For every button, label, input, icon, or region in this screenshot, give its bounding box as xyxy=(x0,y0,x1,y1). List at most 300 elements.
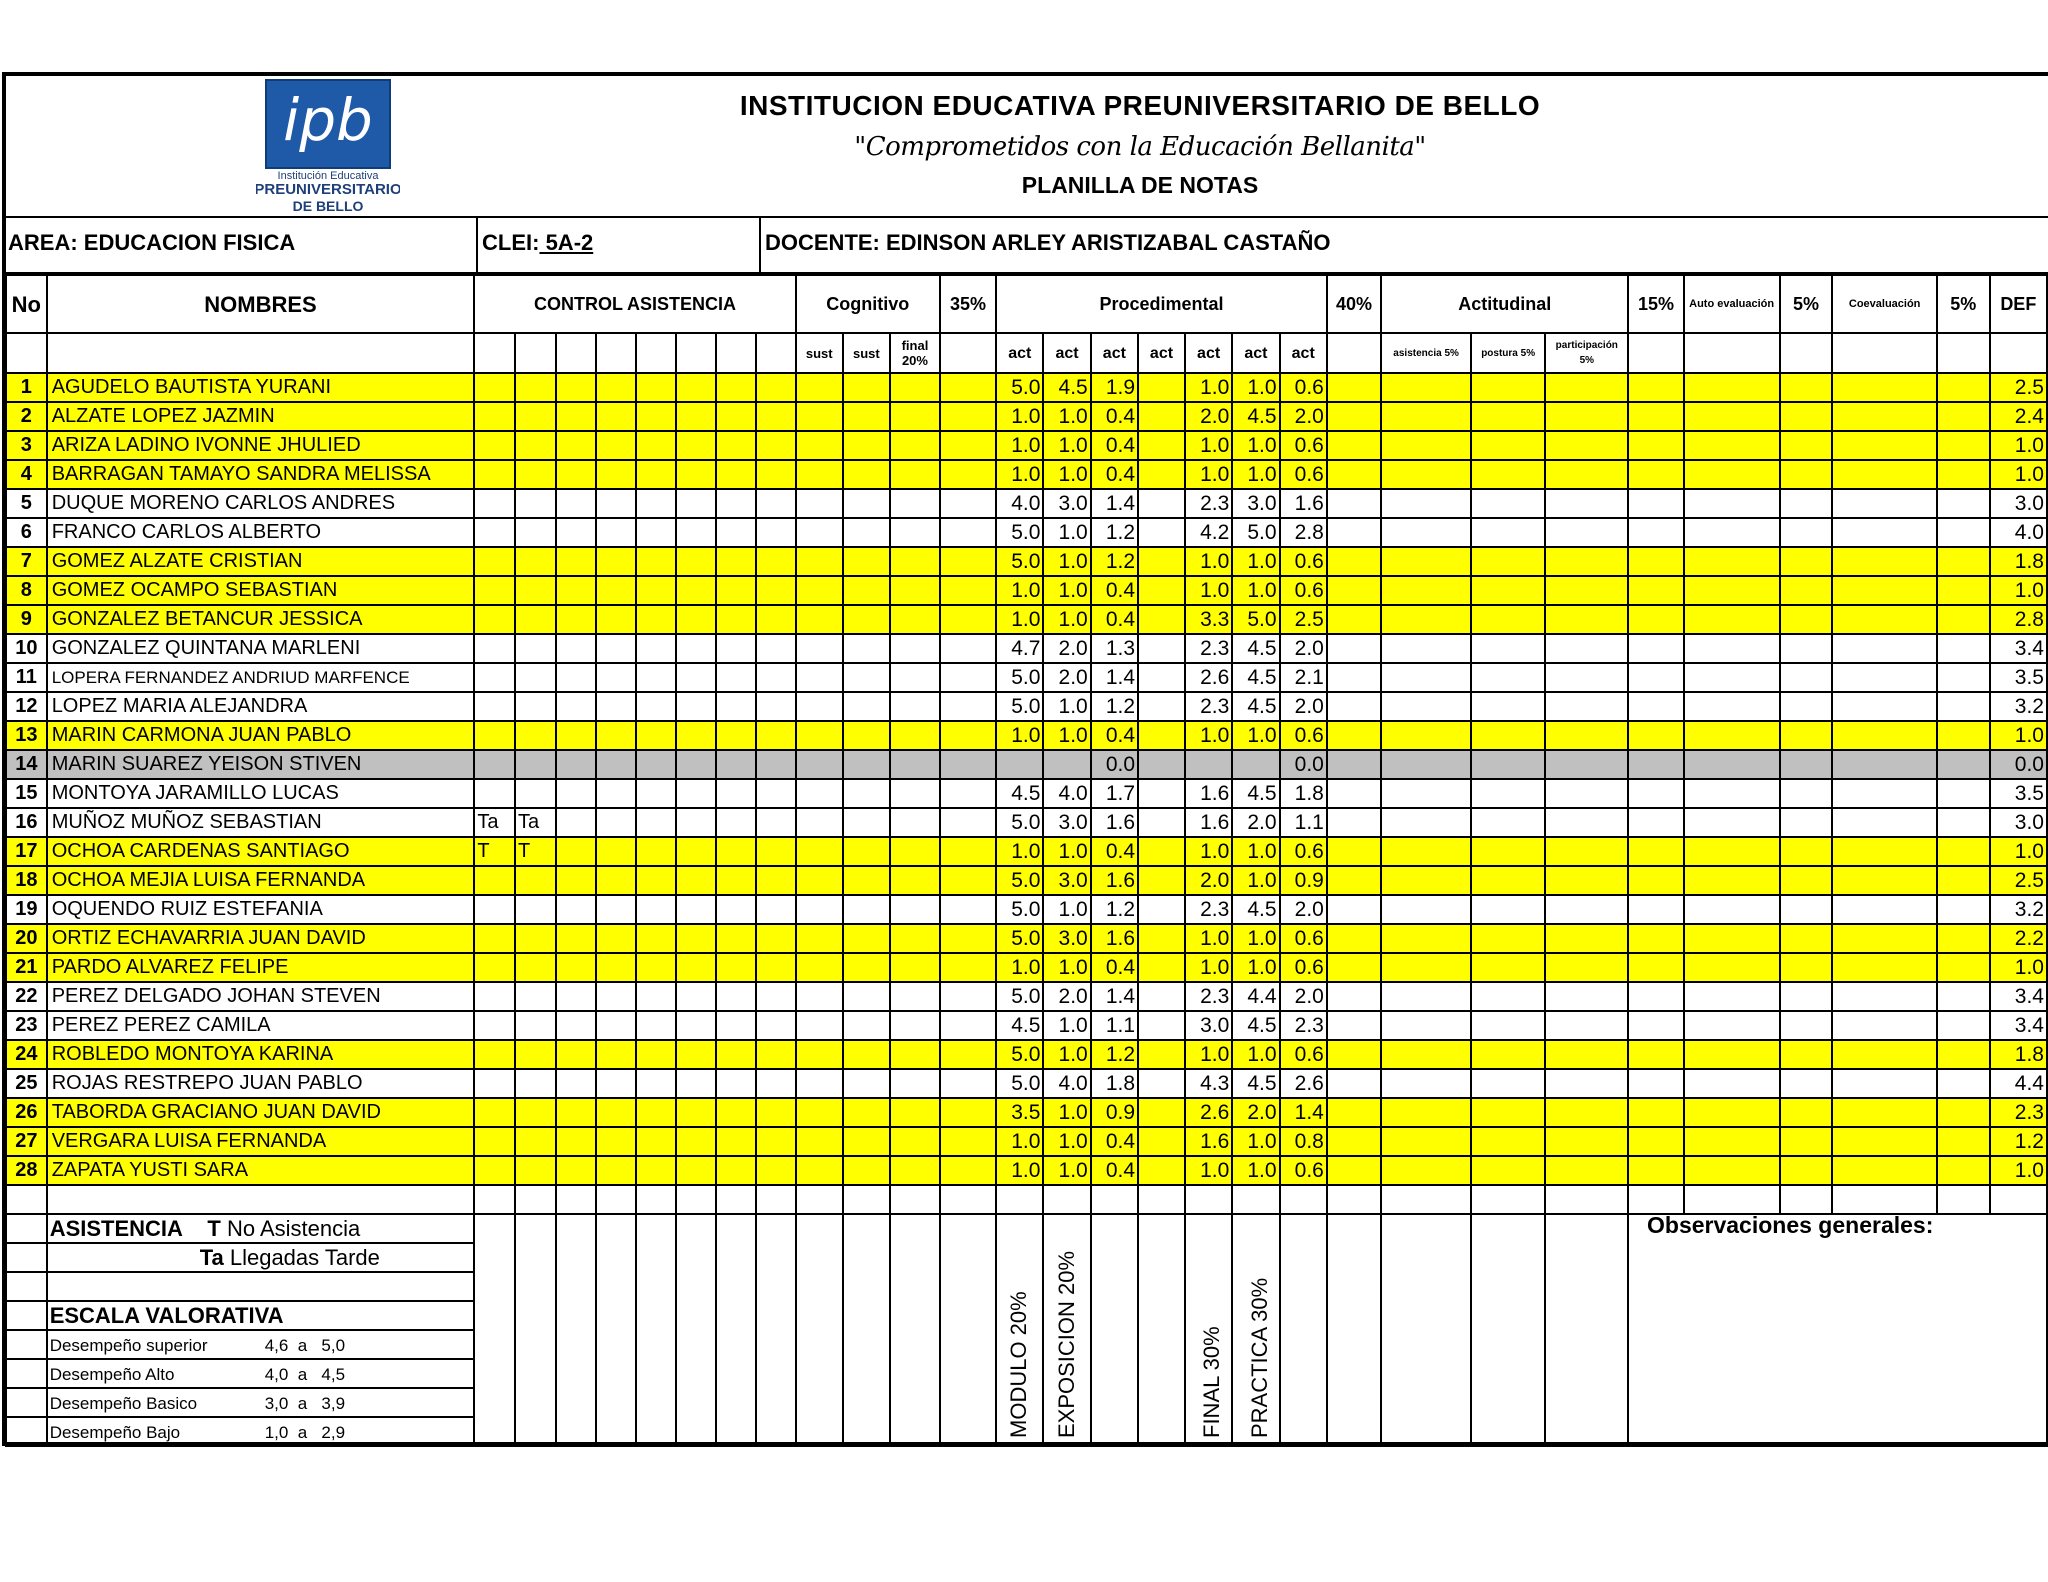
empty-cell xyxy=(1628,605,1683,634)
definitive-grade: 0.0 xyxy=(1990,750,2047,779)
attendance-cell xyxy=(515,489,556,518)
student-row xyxy=(6,1127,2047,1156)
student-number: 8 xyxy=(6,576,47,605)
empty-cell xyxy=(1990,1185,2047,1214)
definitive-grade: 3.5 xyxy=(1990,663,2047,692)
student-row xyxy=(6,402,2047,431)
empty-cell xyxy=(716,1214,756,1446)
procedimental-act-1: 5.0 xyxy=(996,1040,1043,1069)
empty-cell xyxy=(1780,547,1833,576)
procedimental-act-5: 1.0 xyxy=(1185,460,1232,489)
cognitivo-cell xyxy=(843,1156,890,1185)
student-row xyxy=(6,866,2047,895)
empty-cell xyxy=(1471,1156,1545,1185)
area-label: AREA: EDUCACION FISICA xyxy=(8,230,296,255)
empty-cell xyxy=(1471,1069,1545,1098)
attendance-cell xyxy=(716,460,756,489)
definitive-grade: 1.0 xyxy=(1990,721,2047,750)
empty-cell xyxy=(1471,837,1545,866)
procedimental-act-7: 0.6 xyxy=(1280,1040,1327,1069)
attendance-cell xyxy=(676,1127,716,1156)
empty-cell xyxy=(1327,1127,1381,1156)
grades-table xyxy=(5,274,2048,1447)
empty-cell xyxy=(1832,518,1936,547)
procedimental-act-7: 0.6 xyxy=(1280,431,1327,460)
procedimental-act-2: 2.0 xyxy=(1043,663,1090,692)
procedimental-act-1: 1.0 xyxy=(996,460,1043,489)
empty-cell xyxy=(1780,750,1833,779)
student-number: 6 xyxy=(6,518,47,547)
attendance-cell xyxy=(676,779,716,808)
procedimental-act-1: 5.0 xyxy=(996,1069,1043,1098)
sub-empty xyxy=(474,333,515,373)
student-row xyxy=(6,605,2047,634)
definitive-grade: 2.3 xyxy=(1990,1098,2047,1127)
empty-cell xyxy=(1545,924,1628,953)
cognitivo-cell xyxy=(890,1156,940,1185)
pct-cell xyxy=(940,866,996,895)
empty-cell xyxy=(1832,373,1936,402)
procedimental-act-7: 2.6 xyxy=(1280,1069,1327,1098)
attendance-cell xyxy=(716,808,756,837)
attendance-cell xyxy=(716,605,756,634)
empty-cell xyxy=(1684,953,1780,982)
empty-cell xyxy=(1780,605,1833,634)
empty-cell xyxy=(1628,808,1683,837)
procedimental-act-5: 1.0 xyxy=(1185,547,1232,576)
attendance-cell xyxy=(556,1040,596,1069)
attendance-cell xyxy=(515,1127,556,1156)
empty-cell xyxy=(1780,721,1833,750)
empty-cell xyxy=(1937,373,1990,402)
procedimental-act-6: 1.0 xyxy=(1232,547,1279,576)
empty-cell xyxy=(1185,1185,1232,1214)
procedimental-act-6: 1.0 xyxy=(1232,1156,1279,1185)
attendance-cell xyxy=(716,1127,756,1156)
attendance-cell xyxy=(556,518,596,547)
institution-motto: "Comprometidos con la Educación Bellanita" xyxy=(854,132,1426,162)
cognitivo-cell xyxy=(843,750,890,779)
attendance-cell xyxy=(556,460,596,489)
empty-cell xyxy=(1381,924,1471,953)
empty-cell xyxy=(1684,721,1780,750)
attendance-cell xyxy=(756,982,796,1011)
definitive-grade: 2.5 xyxy=(1990,866,2047,895)
empty-cell xyxy=(1832,576,1936,605)
observaciones-cell xyxy=(1628,1214,2047,1446)
attendance-cell xyxy=(474,924,515,953)
attendance-cell xyxy=(515,576,556,605)
cognitivo-cell xyxy=(796,576,843,605)
procedimental-act-1: 5.0 xyxy=(996,808,1043,837)
empty-cell xyxy=(1545,808,1628,837)
procedimental-act-1: 4.7 xyxy=(996,634,1043,663)
vertical-label-modulo: MODULO 20% xyxy=(1006,1291,1031,1438)
attendance-cell xyxy=(636,721,676,750)
student-row xyxy=(6,982,2047,1011)
attendance-cell xyxy=(716,692,756,721)
cognitivo-cell xyxy=(796,460,843,489)
student-row xyxy=(6,779,2047,808)
empty-cell xyxy=(996,1185,1043,1214)
empty-cell xyxy=(1832,982,1936,1011)
attendance-cell xyxy=(636,431,676,460)
sub-empty xyxy=(1684,333,1780,373)
empty-cell xyxy=(515,1185,556,1214)
attendance-cell xyxy=(596,489,636,518)
empty-cell xyxy=(1545,721,1628,750)
cognitivo-cell xyxy=(890,576,940,605)
attendance-cell xyxy=(756,721,796,750)
pct-cell xyxy=(940,808,996,837)
attendance-cell xyxy=(596,518,636,547)
attendance-cell xyxy=(756,895,796,924)
student-name: ROBLEDO MONTOYA KARINA xyxy=(47,1040,475,1069)
attendance-cell xyxy=(676,547,716,576)
empty-cell xyxy=(940,1214,996,1446)
empty-cell xyxy=(1327,924,1381,953)
procedimental-act-4 xyxy=(1138,1011,1185,1040)
attendance-cell xyxy=(716,953,756,982)
pct-cell xyxy=(940,576,996,605)
attendance-cell xyxy=(515,431,556,460)
sub-sust-1: sust xyxy=(796,333,843,373)
procedimental-act-3: 1.6 xyxy=(1091,808,1138,837)
empty-cell xyxy=(1381,547,1471,576)
empty-cell xyxy=(1937,750,1990,779)
attendance-cell xyxy=(756,605,796,634)
attendance-cell xyxy=(636,953,676,982)
cognitivo-cell xyxy=(796,1011,843,1040)
empty-cell xyxy=(796,1185,843,1214)
procedimental-act-3: 0.4 xyxy=(1091,953,1138,982)
student-row xyxy=(6,1156,2047,1185)
attendance-cell xyxy=(636,634,676,663)
empty-cell xyxy=(1832,605,1936,634)
empty-cell xyxy=(1381,373,1471,402)
vertical-label-final: FINAL 30% xyxy=(1199,1326,1224,1438)
empty-cell xyxy=(1381,1214,1471,1446)
student-name: LOPEZ MARIA ALEJANDRA xyxy=(47,692,475,721)
procedimental-act-3: 0.4 xyxy=(1091,721,1138,750)
empty-cell xyxy=(6,1301,47,1330)
student-name: ARIZA LADINO IVONNE JHULIED xyxy=(47,431,475,460)
empty-cell xyxy=(1327,431,1381,460)
student-name: FRANCO CARLOS ALBERTO xyxy=(47,518,475,547)
pct-cell xyxy=(940,837,996,866)
empty-cell xyxy=(1832,1156,1936,1185)
attendance-cell xyxy=(636,895,676,924)
attendance-cell xyxy=(556,1098,596,1127)
attendance-cell xyxy=(676,750,716,779)
empty-cell xyxy=(1327,750,1381,779)
attendance-cell xyxy=(474,489,515,518)
procedimental-act-7: 2.0 xyxy=(1280,692,1327,721)
empty-cell xyxy=(1628,1069,1683,1098)
attendance-cell xyxy=(474,1098,515,1127)
empty-cell xyxy=(1780,634,1833,663)
procedimental-act-2: 1.0 xyxy=(1043,1098,1090,1127)
student-row xyxy=(6,721,2047,750)
student-name: GONZALEZ BETANCUR JESSICA xyxy=(47,605,475,634)
empty-cell xyxy=(1832,1185,1936,1214)
attendance-cell xyxy=(596,953,636,982)
col-procedimental: Procedimental xyxy=(996,275,1327,333)
cognitivo-cell xyxy=(890,489,940,518)
procedimental-act-7: 0.6 xyxy=(1280,953,1327,982)
empty-cell xyxy=(1471,1214,1545,1446)
procedimental-act-5: 1.0 xyxy=(1185,1156,1232,1185)
empty-cell xyxy=(1471,518,1545,547)
procedimental-act-2: 1.0 xyxy=(1043,1040,1090,1069)
procedimental-act-2: 3.0 xyxy=(1043,489,1090,518)
empty-cell xyxy=(1780,1185,1833,1214)
procedimental-act-2: 1.0 xyxy=(1043,402,1090,431)
empty-cell xyxy=(1381,953,1471,982)
cognitivo-cell xyxy=(796,866,843,895)
empty-cell xyxy=(1471,953,1545,982)
empty-cell xyxy=(1628,460,1683,489)
definitive-grade: 1.0 xyxy=(1990,953,2047,982)
attendance-cell xyxy=(756,489,796,518)
empty-cell xyxy=(1780,1069,1833,1098)
cognitivo-cell xyxy=(796,1069,843,1098)
procedimental-act-7: 0.8 xyxy=(1280,1127,1327,1156)
empty-cell xyxy=(6,1214,47,1243)
attendance-cell xyxy=(756,576,796,605)
definitive-grade: 3.5 xyxy=(1990,779,2047,808)
empty-cell xyxy=(1684,518,1780,547)
cognitivo-cell xyxy=(890,663,940,692)
empty-cell xyxy=(1937,866,1990,895)
pct-cell xyxy=(940,373,996,402)
student-row xyxy=(6,547,2047,576)
course-info-bar xyxy=(5,216,2048,274)
empty-cell xyxy=(1327,1185,1381,1214)
empty-cell xyxy=(1327,895,1381,924)
procedimental-act-1: 5.0 xyxy=(996,547,1043,576)
pct-cell xyxy=(940,489,996,518)
attendance-cell xyxy=(474,1011,515,1040)
empty-cell xyxy=(1545,1069,1628,1098)
empty-cell xyxy=(1381,1069,1471,1098)
empty-cell xyxy=(1327,1098,1381,1127)
empty-cell xyxy=(1780,1127,1833,1156)
empty-cell xyxy=(1471,1185,1545,1214)
attendance-cell xyxy=(756,837,796,866)
empty-cell xyxy=(940,1185,996,1214)
pct-cell xyxy=(940,518,996,547)
student-row xyxy=(6,924,2047,953)
empty-cell xyxy=(596,1214,636,1446)
attendance-cell xyxy=(474,663,515,692)
attendance-cell xyxy=(556,750,596,779)
sub-empty xyxy=(756,333,796,373)
pct-cell xyxy=(940,1156,996,1185)
cognitivo-cell xyxy=(843,431,890,460)
empty-cell xyxy=(890,1185,940,1214)
cognitivo-cell xyxy=(890,1040,940,1069)
attendance-cell xyxy=(474,431,515,460)
procedimental-act-2: 3.0 xyxy=(1043,808,1090,837)
definitive-grade: 3.2 xyxy=(1990,895,2047,924)
cognitivo-cell xyxy=(843,518,890,547)
attendance-cell xyxy=(474,547,515,576)
procedimental-act-6: 1.0 xyxy=(1232,460,1279,489)
cognitivo-cell xyxy=(890,692,940,721)
student-number: 17 xyxy=(6,837,47,866)
empty-cell xyxy=(1471,721,1545,750)
empty-cell xyxy=(1832,402,1936,431)
cognitivo-cell xyxy=(796,1098,843,1127)
empty-cell xyxy=(1832,489,1936,518)
empty-cell xyxy=(636,1214,676,1446)
procedimental-act-2: 1.0 xyxy=(1043,1011,1090,1040)
empty-cell xyxy=(1381,663,1471,692)
procedimental-act-4 xyxy=(1138,460,1185,489)
col-def: DEF xyxy=(1990,275,2047,333)
col-no: No xyxy=(6,275,47,333)
empty-cell xyxy=(1471,431,1545,460)
attendance-cell xyxy=(474,982,515,1011)
procedimental-act-3: 1.9 xyxy=(1091,373,1138,402)
empty-cell xyxy=(1545,634,1628,663)
attendance-cell xyxy=(596,373,636,402)
empty-cell xyxy=(1327,663,1381,692)
attendance-cell xyxy=(474,953,515,982)
cognitivo-cell xyxy=(843,373,890,402)
procedimental-act-6: 4.5 xyxy=(1232,1011,1279,1040)
attendance-cell xyxy=(596,982,636,1011)
empty-cell xyxy=(1832,1127,1936,1156)
student-name: ROJAS RESTREPO JUAN PABLO xyxy=(47,1069,475,1098)
procedimental-act-4 xyxy=(1138,837,1185,866)
student-name: TABORDA GRACIANO JUAN DAVID xyxy=(47,1098,475,1127)
attendance-cell xyxy=(556,692,596,721)
pct-cell xyxy=(940,1069,996,1098)
empty-cell xyxy=(1327,460,1381,489)
student-name: MARIN CARMONA JUAN PABLO xyxy=(47,721,475,750)
procedimental-act-2: 1.0 xyxy=(1043,518,1090,547)
empty-cell xyxy=(1780,1156,1833,1185)
cognitivo-cell xyxy=(843,895,890,924)
attendance-cell xyxy=(676,924,716,953)
attendance-cell xyxy=(756,779,796,808)
empty-cell xyxy=(1545,576,1628,605)
sub-empty xyxy=(1780,333,1833,373)
empty-cell xyxy=(1545,460,1628,489)
attendance-cell xyxy=(596,1098,636,1127)
student-number: 18 xyxy=(6,866,47,895)
procedimental-act-6: 4.5 xyxy=(1232,663,1279,692)
empty-cell xyxy=(1937,953,1990,982)
empty-cell xyxy=(1628,373,1683,402)
empty-cell xyxy=(1684,750,1780,779)
empty-cell xyxy=(1545,779,1628,808)
procedimental-act-3: 0.4 xyxy=(1091,460,1138,489)
pct-cell xyxy=(940,721,996,750)
cognitivo-cell xyxy=(796,808,843,837)
procedimental-act-4 xyxy=(1138,576,1185,605)
empty-cell xyxy=(1684,1040,1780,1069)
attendance-cell xyxy=(596,750,636,779)
procedimental-act-5: 2.3 xyxy=(1185,692,1232,721)
student-row xyxy=(6,634,2047,663)
col-5b: 5% xyxy=(1937,275,1990,333)
empty-cell xyxy=(515,1214,556,1446)
empty-cell xyxy=(1327,1069,1381,1098)
procedimental-act-5: 4.2 xyxy=(1185,518,1232,547)
cognitivo-cell xyxy=(796,1156,843,1185)
procedimental-act-5: 2.0 xyxy=(1185,402,1232,431)
empty-cell xyxy=(1327,866,1381,895)
attendance-cell xyxy=(474,634,515,663)
procedimental-act-4 xyxy=(1138,1040,1185,1069)
attendance-cell xyxy=(676,692,716,721)
empty-cell xyxy=(1381,634,1471,663)
empty-cell xyxy=(1545,663,1628,692)
empty-cell xyxy=(1471,402,1545,431)
empty-cell xyxy=(1780,1040,1833,1069)
procedimental-act-4 xyxy=(1138,1127,1185,1156)
attendance-cell xyxy=(596,402,636,431)
pct-cell xyxy=(940,634,996,663)
empty-cell xyxy=(1471,489,1545,518)
procedimental-act-3: 0.4 xyxy=(1091,605,1138,634)
attendance-cell xyxy=(474,1156,515,1185)
sub-act: act xyxy=(1043,333,1090,373)
procedimental-act-2: 2.0 xyxy=(1043,982,1090,1011)
procedimental-act-1: 1.0 xyxy=(996,837,1043,866)
empty-cell xyxy=(1684,605,1780,634)
attendance-cell xyxy=(756,1127,796,1156)
student-number: 2 xyxy=(6,402,47,431)
empty-cell xyxy=(1381,982,1471,1011)
empty-cell xyxy=(1780,837,1833,866)
procedimental-act-7: 0.6 xyxy=(1280,1156,1327,1185)
empty-cell xyxy=(1937,779,1990,808)
cognitivo-cell xyxy=(843,953,890,982)
attendance-cell xyxy=(716,489,756,518)
procedimental-act-3: 1.2 xyxy=(1091,1040,1138,1069)
attendance-cell xyxy=(756,1098,796,1127)
cognitivo-cell xyxy=(890,866,940,895)
empty-cell xyxy=(1780,373,1833,402)
empty-cell xyxy=(1628,1127,1683,1156)
empty-cell xyxy=(1381,721,1471,750)
student-name: OCHOA CARDENAS SANTIAGO xyxy=(47,837,475,866)
procedimental-act-5: 1.0 xyxy=(1185,576,1232,605)
empty-cell xyxy=(1832,837,1936,866)
attendance-cell xyxy=(676,808,716,837)
empty-cell xyxy=(1327,547,1381,576)
cognitivo-cell xyxy=(843,460,890,489)
empty-cell xyxy=(1937,895,1990,924)
empty-cell xyxy=(1780,953,1833,982)
empty-cell xyxy=(843,1185,890,1214)
procedimental-act-3: 1.2 xyxy=(1091,895,1138,924)
col-nombres: NOMBRES xyxy=(47,275,475,333)
col-autoevaluacion: Auto evaluación xyxy=(1684,275,1780,333)
cognitivo-cell xyxy=(890,431,940,460)
student-number: 16 xyxy=(6,808,47,837)
empty-cell xyxy=(1684,924,1780,953)
procedimental-act-4 xyxy=(1138,373,1185,402)
empty-cell xyxy=(1471,982,1545,1011)
pct-cell xyxy=(940,431,996,460)
empty-cell xyxy=(1545,1185,1628,1214)
procedimental-act-5 xyxy=(1185,750,1232,779)
